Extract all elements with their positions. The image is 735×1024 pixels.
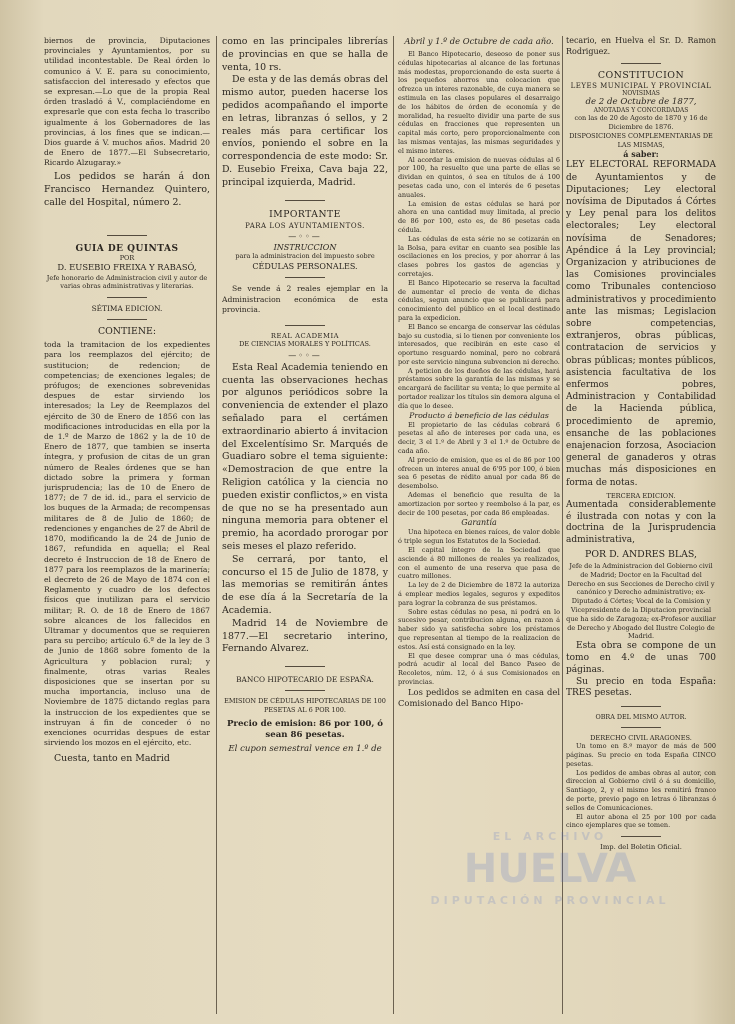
academy-title: REAL ACADEMIA [270,331,340,340]
orders-notice: De esta y de las demás obras del mismo autor, pueden hacerse los pedidos acompañando el importe en letras, libranzas ó sellos, y 2 reales más para certificar los envíos, poniendo el sobre en la correspondencia de este modo: Sr. D. Eusebio Freixa, Cava baja 22, principal izquierda, Madrid. [222,74,388,188]
sale-notice: como en las principales librerías de provincias en que se halla de venta, 10 rs. [222,36,388,73]
bank-text: La emision de estas cédulas se hará por ahora en una cantidad muy limitada, al precio de 86 por 100, esto es, de 86 pesetas cada cédula. [398,199,560,234]
same-author-title: OBRA DEL MISMO AUTOR. [595,713,687,722]
coupon-dates: Abril y 1.º de Octubre de cada año. [404,36,554,46]
divider [285,690,325,691]
orders-notice: Los pedidos se harán á don Francisco Hernandez Quintero, calle del Hospital, número 2. [44,170,210,208]
divider [621,63,661,64]
work-description: Esta obra se compone de un tomo en 4.º de unas 700 páginas. [566,641,716,675]
divider [621,727,661,728]
contents-text: toda la tramitacion de los expedientes para los reemplazos del ejército; de sustitucion; de redencion; de competencias; de exenciones legales; de prófugos; de exenciones sobrevenidas despues de estar sirviendo los interesados; la Ley de Reemplazos del ejército de 30 de Enero de 1856 con las modificaciones introducidas en ella por la de 1.º de Marzo de 1862 y la de 10 de Enero de 1877, que tambien se inserta íntegra, y profusion de citas de un gran número de Reales órdenes que se han dictado sobre la primera y forman jurisprudencia; las de 10 de Enero de 1877; de 7 de id. id., para el servicio de los buques de la Armada; de recompensas militares de 8 de Julio de 1860; de redenciones y enganches de 27 de Abril de 1870, modificando la de 24 de Junio de 1867, refundida en aquella; el Real decreto é Instruccion de 18 de Enero de 1877 para los reemplazos de la marinería; el decreto de 26 de Mayo de 1874 con el Reglamento y cuadro de los defectos físicos que inutilizan para el servicio militar; R. O. de 18 de Enero de 1867 sobre alcances de los fallecidos en Ultramar y documentos que se requieren para su percibo; artículo 6.º de la ley de 3 de Junio de 1868 sobre fomento de la Agricultura y poblacion rural; y finalmente, otras varias Reales disposiciones que se insertan por su mucha importancia, incluso una de Noviembre de 1875 dictando reglas para la instruccion de los expedientes que se instruyan á fin de conceder ó no exenciones ocurridas despues de estar sirviendo los mozos en el ejército, etc. [44,340,210,748]
bank-text: Al precio de emision, que es el de 86 por 100 ofrecen un interes anual de 6'95 por 100, ó bien sea 6 pesetas de rédito anual por cada 86 de desembolso. [398,455,560,491]
guide-por: POR [119,253,135,262]
constitution-contents: LEY ELECTORAL REFORMADA de Ayuntamientos y de Diputaciones; Ley electoral novísima de Diputados á Córtes y Ley penal para los delitos electorales; Ley electoral novísima de Senadores; Apéndice á la Ley provincial; Organizacion y atribuciones de las Comisiones provinciales como Tribunales contencioso administrativos y procedimiento ante las mismas; Legislacion sobre competencias, extranjeros, obras públicas, contratacion de servicios y obras públicas; montes públicos, asistencia facultativa de los enfermos pobres, Administracion y Contabilidad de la Hacienda pública, procedimiento de apremio, ensanche de las poblaciones enajenacion forzosa, Asociacion general de ganaderos y otras muchas más disposiciones en forma de notas. [566,160,716,488]
civil-law-title: DERECHO CIVIL ARAGONES. [590,734,692,743]
bank-price: Precio de emision: 86 por 100, ó sean 86 pesetas. [226,718,384,740]
bank-text: Ademas el beneficio que resulta de la amortizacion por sorteo y reembolso á la par, es decir de 100 pesetas, por cada 86 empleadas. [398,491,560,517]
guide-author: D. EUSEBIO FREIXA Y RABASÓ, [57,261,197,272]
constitution-concordance: con las de 20 de Agosto de 1870 y 16 de Diciembre de 1876. [574,114,708,131]
divider [107,235,147,236]
watermark-line-2: HUELVA [463,846,637,892]
bank-emission: EMISION DE CÉDULAS HIPOTECARIAS DE 100 PESETAS AL 6 POR 100. [224,697,386,714]
bank-text: Las cédulas de esta série no se cotizarán en la Bolsa, para evitar en cuanto sea posible las oscilaciones en los precios, y por ahorrar á las clases pobres los gastos de agencias y corretajes. [398,234,560,278]
important-subtitle: PARA LOS AYUNTAMIENTOS. [245,221,365,230]
instruction-subtitle: para la administracion del impuesto sobre [235,251,375,260]
edition-label: SÉTIMA EDICION. [91,304,163,314]
instruction-text: Se vende á 2 reales ejemplar en la Administracion económica de esta provincia. [222,284,388,314]
academy-signature: Madrid 14 de Noviembre de 1877.—El secretario interino, Fernando Alvarez. [222,617,388,655]
contents-title: CONTIENE: [97,326,157,338]
author-line: POR D. ANDRES BLAS, [585,549,697,561]
cedulas-title: CÉDULAS PERSONALES. [252,262,358,272]
constitution-saber: á saber: [623,149,659,160]
divider [285,325,325,326]
decree-text: biernos de provincia, Diputaciones provinciales y Ayuntamientos, por su utilidad incontestable. De Real órden lo comunico á V. E. para su conocimiento, satisfaccion del interesado y efectos que se expresan.—Lo que de la propia Real órden trasladó á V., complaciéndome en expresarle que con esta fecha lo trascribo igualmente á los Gobernadores de las provincias, á los fines que se indican.—Dios guarde á V. muchos años. Madrid 20 de Enero de 1877.—El Subsecretario, Ricardo Alzugaray.» [44,36,210,168]
watermark-line-3: DIPUTACIÓN PROVINCIAL [430,894,670,907]
academy-text-2: Se cerrará, por tanto, el concurso el 15 de Julio de 1878, y las memorias se remitirán ántes de ese día á la Secretaría de la Academia. [222,553,388,616]
column-rule [393,36,394,1014]
divider [285,666,325,667]
bank-text: El propietario de las cédulas cobrará 6 pesetas al año de intereses por cada una, es decir, 3 el 1.º de Abril y 3 el 1.º de Octubre de cada año. [398,420,560,456]
bank-text: El Banco se encarga de conservar las cédulas bajo su custodia, si lo tienen por conveniente los interesados, que recibirán en este caso el oportuno resguardo nominal, pero no cobrará por este servicio ninguna subvencion ni derecho. [398,322,560,366]
guide-title: GUIA DE QUINTAS [75,243,179,254]
bank-text: El Banco Hipotecario se reserva la facultad de aumentar el precio de venta de dichas cédulas, segun anuncio que se publicará para conocimiento del público en el local destinado para la expedicion. [398,278,560,322]
ornament: —◦◦— [288,231,322,241]
constitution-title: CONSTITUCION [597,70,685,82]
constitution-annotated: ANOTADAS Y CONCORDADAS [593,107,689,115]
product-title: Producto á beneficio de las cédulas [409,410,549,420]
work-price: Su precio en toda España: TRES pesetas. [566,676,716,699]
constitution-laws: LEYES MUNICIPAL Y PROVINCIAL [570,82,712,91]
instruction-title: INSTRUCCION [273,242,337,252]
ornament: —◦◦— [288,350,322,360]
third-edition-text: Aumentada considerablemente é ilustrada con notas y con la doctrina de la Jurisprudencia administrativa, [566,499,716,546]
column-3 [398,36,560,1016]
bank-text: La ley de 2 de Diciembre de 1872 la autoriza á emplear medios legales, seguros y expeditos para lograr la cobranza de sus préstamos. [398,581,560,607]
discount-text: El autor abona el 25 por 100 por cada cinco ejemplares que se tomen. [566,812,716,830]
academy-text: Esta Real Academia teniendo en cuenta las observaciones hechas por algunos periódicos sobre la conveniencia de extender el plazo señalado para el certámen extraordinario abierto á invitacion del Excelentísimo Sr. Marqués de Guadiaro sobre el tema siguiente: «Demostracion de que entre la Religion católica y la ciencia no pueden existir conflictos,» en vista de que no se ha presentado aun ninguna memoria para obtener el premio, ha acordado prorogar por seis meses el plazo referido. [222,361,388,552]
price-text: Cuesta, tanto en Madrid [54,753,170,765]
bank-orders: Los pedidos se admiten en casa del Comisionado del Banco Hipo- [398,686,560,708]
constitution-novisimas: NOVISIMAS [622,90,660,98]
column-rule [562,36,563,1014]
divider [285,277,325,278]
divider [621,836,661,837]
bank-coupon: El cupon semestral vence en 1.º de [228,743,382,754]
guarantee-title: Garantía [461,518,497,528]
bank-text: A peticion de los dueños de las cédulas, hará préstamos sobre la garantía de las mismas y se encargará de facilitar su venta; lo que permite al portador realizar los títulos sin demora alguna el día que lo desee. [398,366,560,410]
bank-text: Una hipoteca en bienes raíces, de valor doble ó triple segun los Estatutos de la Sociedad. [398,528,560,546]
divider [285,200,325,201]
watermark-line-1: EL ARCHIVO [492,830,608,843]
academy-subtitle: DE CIENCIAS MORALES Y POLÍTICAS. [239,339,371,348]
important-title: IMPORTANTE [269,208,341,220]
guide-description: Jefe honorario de Administracion civil y autor de varias obras administrativas y literarias. [46,273,208,291]
commissioner-text: tecario, en Huelva el Sr. D. Ramon Rodriguez. [566,36,716,56]
constitution-dispositions: DISPOSICIONES COMPLEMENTARIAS DE LAS MISMAS, [569,131,713,149]
column-4 [566,36,716,1016]
author-description: Jefe de la Administracion del Gobierno civil de Madrid; Doctor en la Facultad del Derecho en sus Secciones de Derecho civil y canónico y Derecho administrativo; ex-Diputado á Córtes; Vocal de la Comision y Vicepresidente de la Diputacion provincial que ha sido de Zaragoza; ex-Profesor auxiliar de Derecho y Abogado del Ilustre Colegio de Madrid. [566,562,716,641]
bank-text: El Banco Hipotecario, deseoso de poner sus cédulas hipotecarias al alcance de las fortunas más modestas, proporcionando de esta suerte á los pequeños ahorros una colocacion que ofrezca un interes razonable, de cuya manera se estimula en las clases populares el desarraigo de los hábitos de órden de economía y de moralidad, ha resuelto dividir una parte de sus cédulas en fracciones que representen un capital más corto, pero proporcionalmente con las mismas ventajas, las mismas seguridades y el mismo interes. [398,50,560,155]
third-edition: TERCERA EDICION. [606,491,676,500]
column-rule [216,36,217,1014]
column-2 [222,36,388,1016]
bank-text: El que desee comprar una ó mas cédulas, podrá acudir al local del Banco Paseo de Recoletos, núm. 12, ó á sus Comisionados en provincias. [398,651,560,686]
divider [107,297,147,298]
divider [621,706,661,707]
constitution-date: de 2 de Octubre de 1877, [585,97,697,108]
bank-text: Al acordar la emision de nuevas cédulas al 6 por 100, ha resuelto que una parte de ellas se dividan en quintos, ó sea en títulos de á 100 pesetas cada uno, con el interés de 6 pesetas anuales. [398,155,560,199]
bank-title: BANCO HIPOTECARIO DE ESPAÑA. [236,675,374,685]
divider [107,319,147,320]
bank-text: El capital íntegro de la Sociedad que asciende á 80 millones de reales ya realizados, con el aumento de una reserva que pasa de cuatro millones. [398,546,560,581]
printer-line: Imp. del Boletin Oficial. [600,843,682,852]
bank-text: Sobre estas cédulas no pesa, ni podrá en lo sucesivo pesar, contribucion alguna, en razon á haber sido ya satisfecha sobre los préstamos que representan al tiempo de la realizacion de estos. Así está consignado en la ley. [398,607,560,651]
civil-law-text: Un tomo en 8.º mayor de más de 500 páginas. Su precio en toda España CINCO pesetas. [566,742,716,768]
orders-text: Los pedidos de ambas obras al autor, con direccion al Gobierno civil ó á su domicilio, Santiago, 2, y el mismo les remitirá franco de porte, previo pago en letras ó libranzas ó sellos de Comunicaciones. [566,768,716,812]
column-1 [44,36,210,1016]
